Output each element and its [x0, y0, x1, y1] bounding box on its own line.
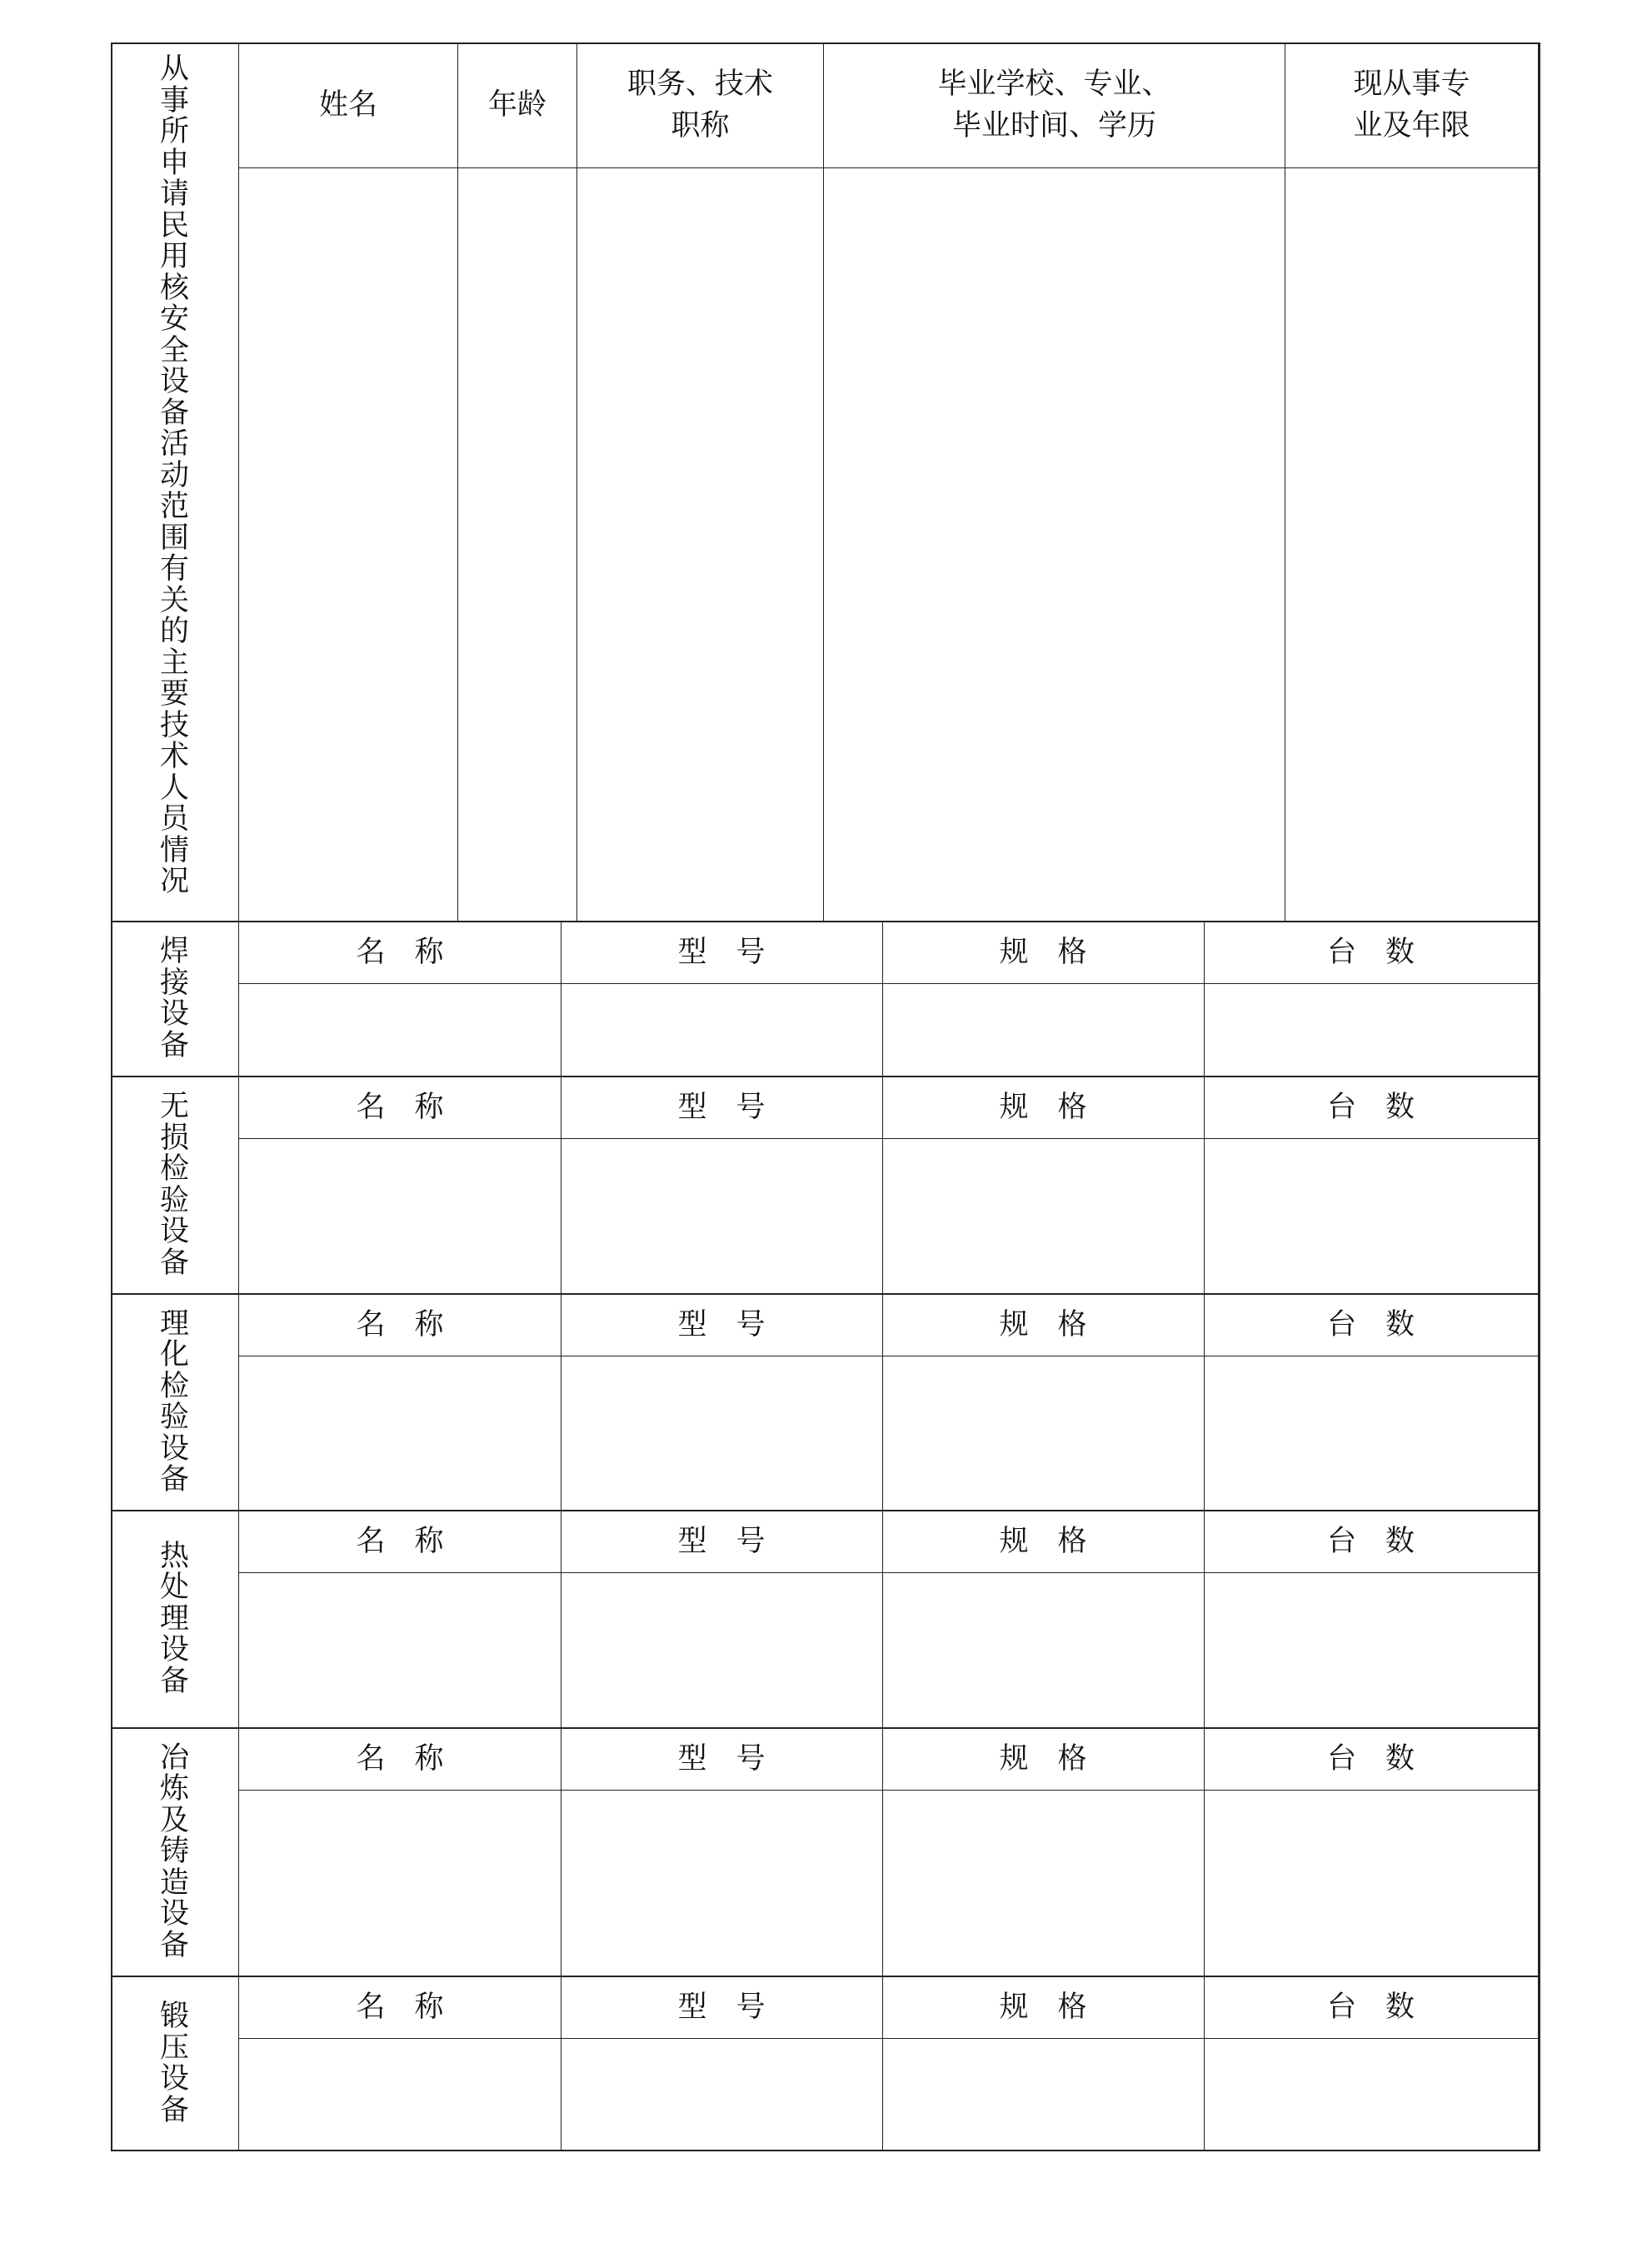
- label-char: 备: [159, 1246, 189, 1280]
- personnel-header-divider: [238, 167, 1540, 168]
- equipment-col-header: 规 格: [999, 1091, 1087, 1124]
- label-char: 备: [159, 1664, 189, 1698]
- equipment-col-header: 名 称: [356, 1742, 444, 1776]
- equipment-col-header: 规 格: [999, 1525, 1087, 1558]
- label-char: 要: [159, 677, 189, 711]
- label-char: 锻: [159, 2000, 189, 2033]
- label-char: 安: [159, 302, 189, 336]
- label-char: 检: [159, 1152, 189, 1186]
- equipment-col-header: 规 格: [999, 1742, 1087, 1776]
- equipment-col-header: 台 数: [1326, 1091, 1415, 1124]
- equipment-section-label: [111, 1092, 238, 1279]
- equipment-section-label: [111, 1541, 238, 1698]
- equipment-col-header: 型 号: [677, 1525, 766, 1558]
- label-char: 检: [159, 1369, 189, 1403]
- equipment-col-header: 名 称: [356, 1308, 444, 1341]
- equipment-col-header: 型 号: [677, 936, 766, 969]
- equipment-section-label: [111, 937, 238, 1062]
- label-char: 全: [159, 333, 189, 367]
- section-bottom-line: [111, 1076, 1540, 1077]
- label-char: 设: [159, 2062, 189, 2096]
- personnel-row-label: [111, 54, 238, 898]
- label-char: 造: [159, 1866, 189, 1900]
- label-char: 况: [159, 865, 189, 898]
- label-char: 术: [159, 740, 189, 773]
- label-char: 设: [159, 365, 189, 398]
- personnel-col-divider: [576, 42, 577, 922]
- application-form-table: [111, 42, 1540, 2151]
- equipment-col-header: 规 格: [999, 936, 1087, 969]
- label-char: 围: [159, 521, 189, 555]
- label-char: 及: [159, 1803, 189, 1837]
- label-char: 备: [159, 1463, 189, 1496]
- equipment-col-header: 台 数: [1326, 1525, 1415, 1558]
- label-char: 验: [159, 1183, 189, 1217]
- label-char: 所: [159, 115, 189, 148]
- equipment-col-header: 型 号: [677, 1091, 766, 1124]
- equipment-col-header: 规 格: [999, 1991, 1087, 2024]
- label-char: 技: [159, 708, 189, 742]
- equipment-col-header: 台 数: [1326, 1742, 1415, 1776]
- label-char: 设: [159, 1633, 189, 1667]
- equipment-col-header: 名 称: [356, 1091, 444, 1124]
- table-border-right: [1538, 42, 1540, 2151]
- header-age: 年龄: [487, 88, 547, 122]
- label-char: 理: [159, 1601, 189, 1636]
- label-char: 关: [159, 583, 189, 617]
- equipment-col-header: 型 号: [677, 1742, 766, 1776]
- label-char: 无: [159, 1090, 189, 1123]
- label-char: 从: [159, 52, 189, 86]
- label-char: 请: [159, 177, 189, 211]
- label-char: 化: [159, 1338, 189, 1371]
- label-char: 备: [159, 1928, 189, 1962]
- equipment-header-divider: [238, 1572, 1540, 1573]
- label-char: 有: [159, 552, 189, 586]
- equipment-section-label: [111, 2001, 238, 2126]
- equipment-col-header: 台 数: [1326, 1991, 1415, 2024]
- label-char: 热: [159, 1539, 189, 1573]
- header-name: 姓名: [318, 88, 377, 122]
- label-char: 焊: [159, 935, 189, 968]
- equipment-header-divider: [238, 1138, 1540, 1139]
- table-border-top: [111, 42, 1540, 44]
- equipment-header-divider: [238, 1790, 1540, 1791]
- section-bottom-line: [111, 1976, 1540, 1977]
- header-education: 毕业学校、专业、 毕业时间、学历: [937, 67, 1171, 142]
- label-char: 的: [159, 615, 189, 648]
- label-char: 设: [159, 1897, 189, 1931]
- label-char: 验: [159, 1401, 189, 1434]
- personnel-section-bottom: [111, 921, 1540, 922]
- label-char: 用: [159, 240, 189, 273]
- label-char: 范: [159, 490, 189, 523]
- personnel-col-divider: [823, 42, 824, 922]
- label-char: 冶: [159, 1741, 189, 1775]
- label-char: 损: [159, 1121, 189, 1155]
- equipment-section-label: [111, 1306, 238, 1496]
- label-char: 核: [159, 271, 189, 305]
- equipment-col-header: 规 格: [999, 1308, 1087, 1341]
- label-char: 处: [159, 1571, 189, 1605]
- equipment-col-header: 名 称: [356, 936, 444, 969]
- label-char: 情: [159, 833, 189, 867]
- label-char: 员: [159, 802, 189, 836]
- label-char: 设: [159, 1215, 189, 1248]
- equipment-header-divider: [238, 2038, 1540, 2039]
- label-char: 理: [159, 1306, 189, 1341]
- equipment-col-header: 名 称: [356, 1525, 444, 1558]
- label-char: 压: [159, 2031, 189, 2065]
- header-title: 职务、技术 职称: [626, 67, 773, 142]
- label-char: 设: [159, 997, 189, 1031]
- personnel-col-divider: [457, 42, 458, 922]
- section-bottom-line: [111, 1510, 1540, 1511]
- label-char: 活: [159, 427, 189, 461]
- equipment-col-header: 名 称: [356, 1991, 444, 2024]
- label-char: 事: [159, 83, 189, 117]
- section-bottom-line: [111, 1293, 1540, 1295]
- label-char: 备: [159, 1028, 189, 1062]
- label-char: 动: [159, 458, 189, 492]
- equipment-col-header: 型 号: [677, 1991, 766, 2024]
- header-experience: 现从事专 业及年限: [1353, 67, 1470, 142]
- label-char: 主: [159, 646, 189, 680]
- label-char: 备: [159, 396, 189, 430]
- label-char: 民: [159, 208, 189, 242]
- label-char: 申: [159, 146, 189, 180]
- equipment-col-header: 型 号: [677, 1308, 766, 1341]
- section-bottom-line: [111, 1727, 1540, 1729]
- equipment-col-header: 台 数: [1326, 1308, 1415, 1341]
- label-char: 设: [159, 1431, 189, 1466]
- label-char: 备: [159, 2093, 189, 2127]
- label-char: 人: [159, 771, 189, 805]
- table-border-bottom: [111, 2150, 1540, 2151]
- equipment-section-label: [111, 1743, 238, 1962]
- equipment-header-divider: [238, 983, 1540, 984]
- label-char: 铸: [159, 1835, 189, 1869]
- label-char: 炼: [159, 1772, 189, 1806]
- equipment-col-header: 台 数: [1326, 936, 1415, 969]
- label-char: 接: [159, 966, 189, 1000]
